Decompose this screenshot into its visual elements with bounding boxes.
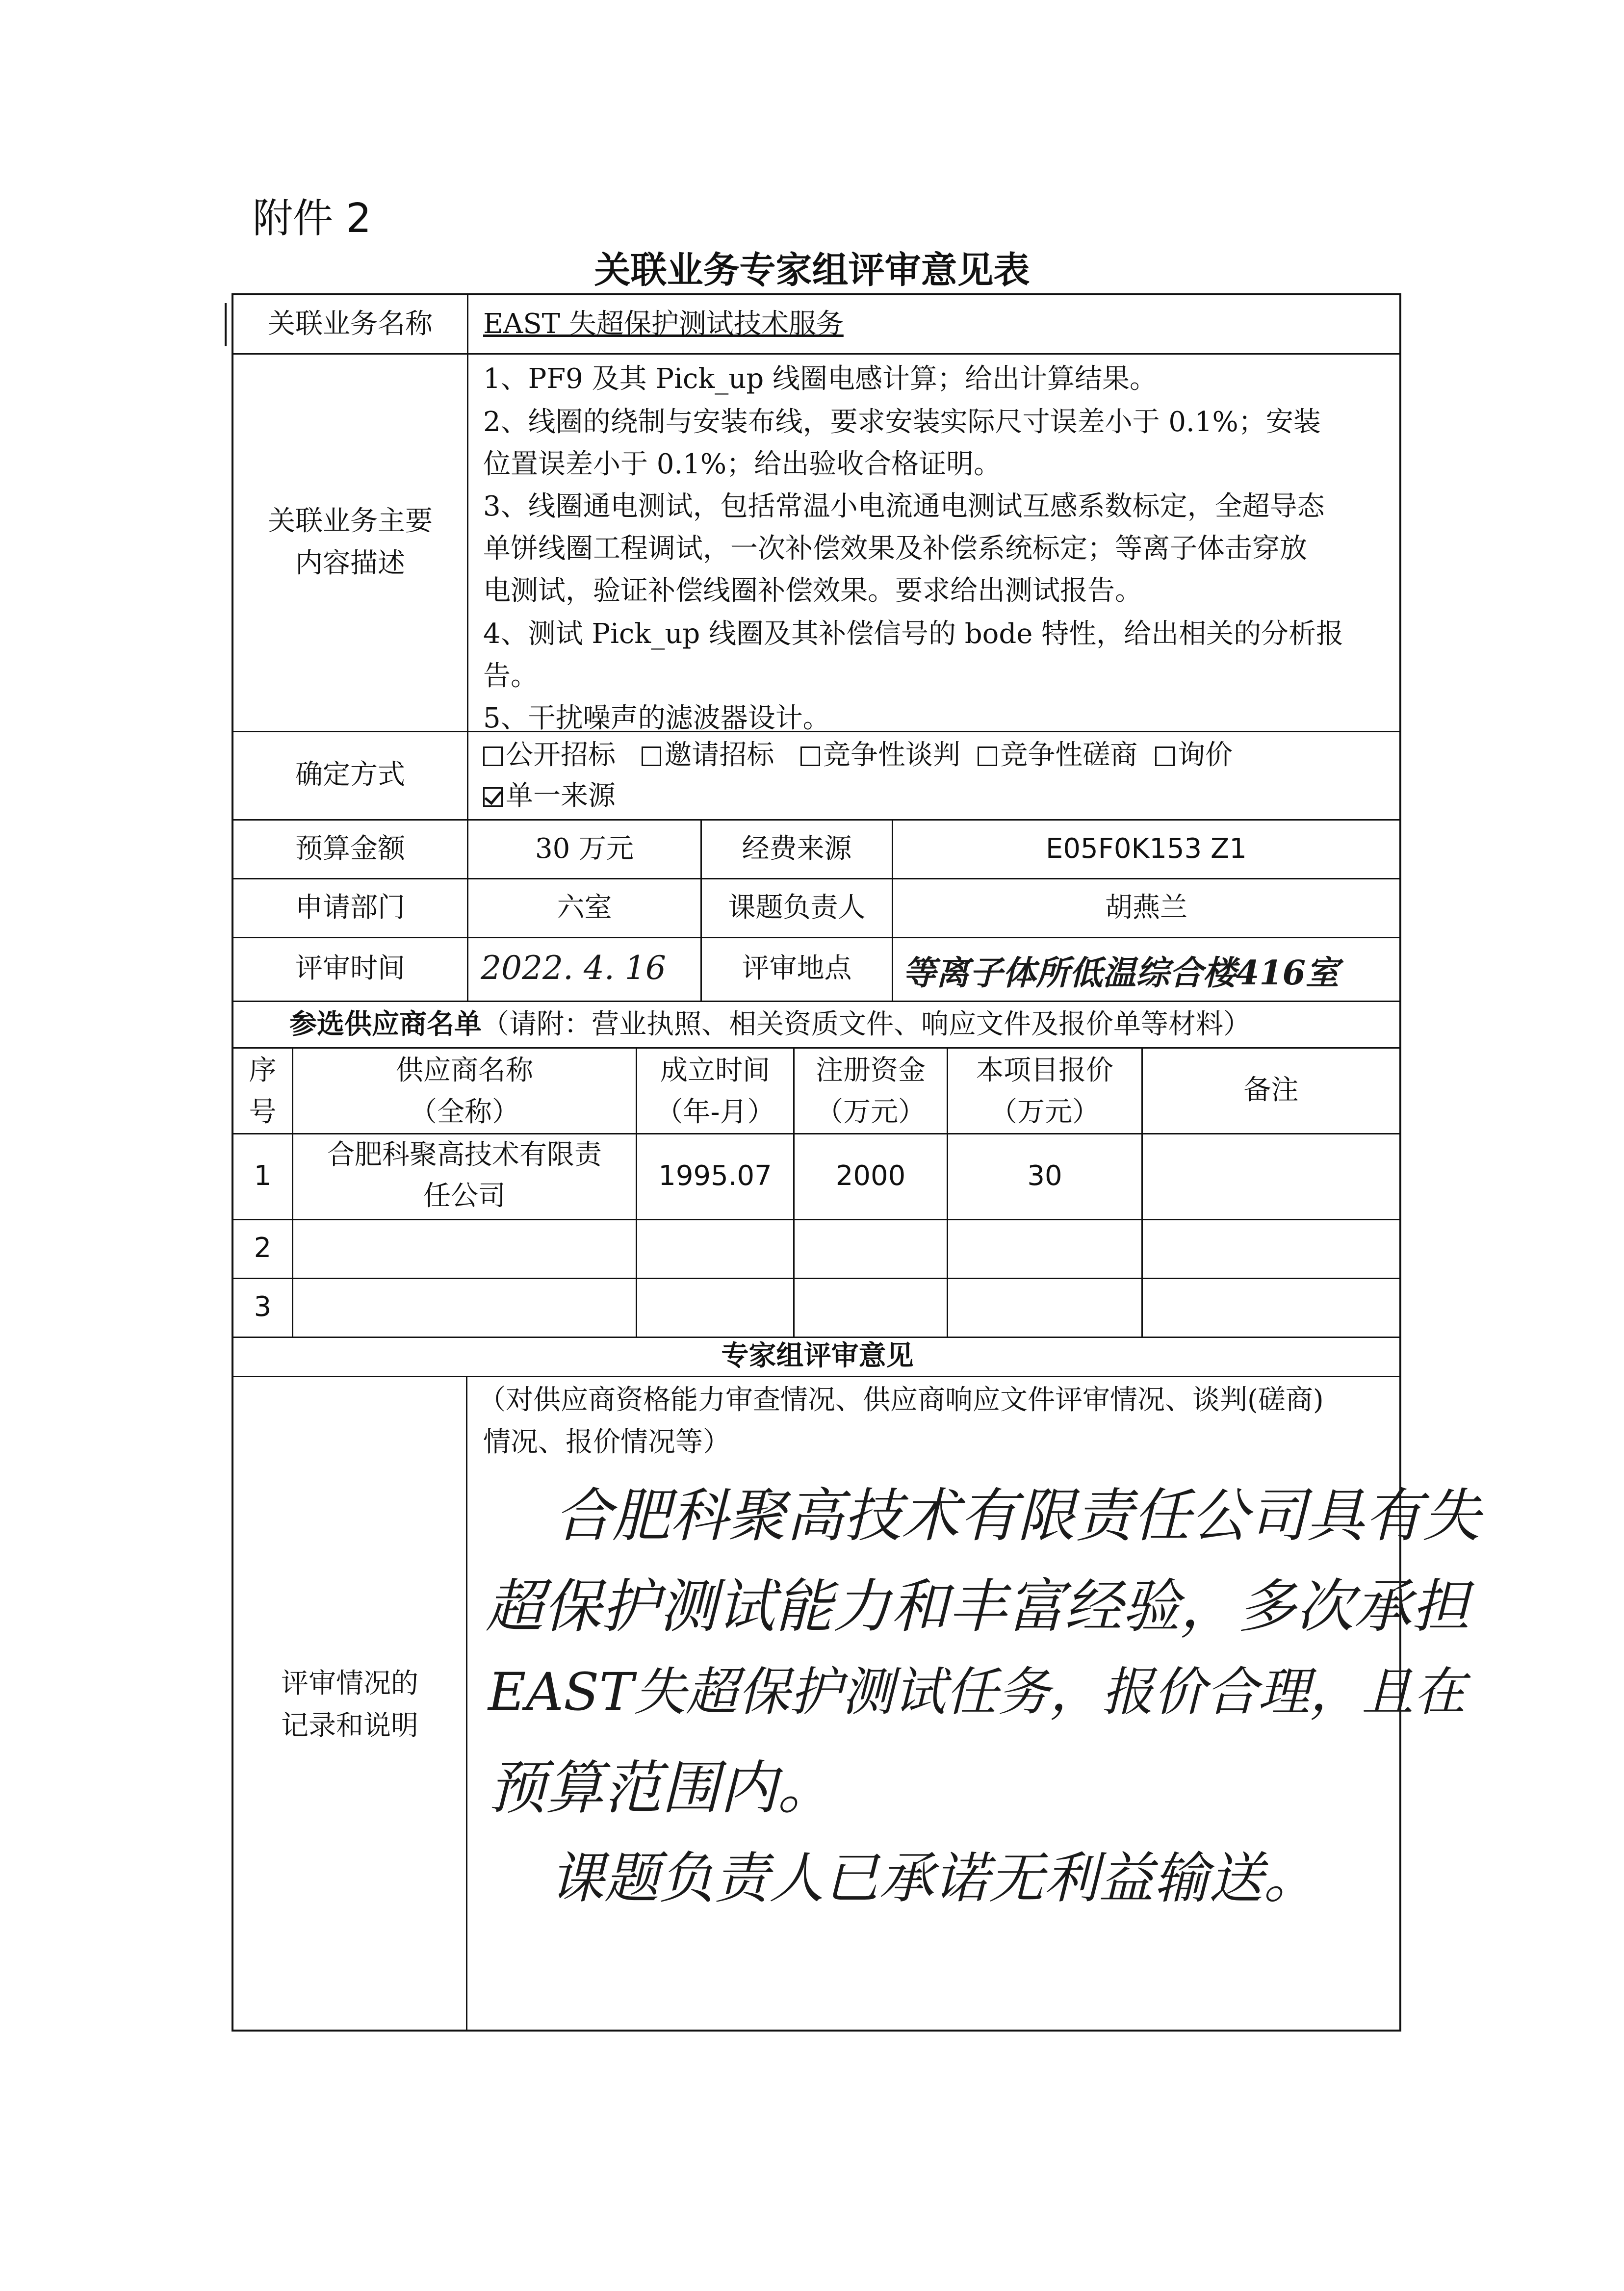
col-header-no: 序 xyxy=(249,1055,277,1086)
description-line: 电测试，验证补偿线圈补偿效果。要求给出测试报告。 xyxy=(483,575,1142,607)
description-line: 告。 xyxy=(483,660,538,692)
margin-mark xyxy=(225,303,227,346)
business-name-value: EAST 失超保护测试技术服务 xyxy=(483,308,844,340)
handwritten-line: EAST失超保护测试任务，报价合理，且在 xyxy=(488,1662,1466,1722)
col-header-capital: 注册资金 xyxy=(816,1055,926,1086)
col-header-no: 号 xyxy=(249,1096,277,1128)
supplier-list-heading: 参选供应商名单（请附：营业执照、相关资质文件、响应文件及报价单等材料） xyxy=(289,1008,1251,1040)
method-option[interactable]: 单一来源 xyxy=(483,775,616,817)
col-header-remark: 备注 xyxy=(1243,1074,1299,1106)
business-name-label: 关联业务名称 xyxy=(268,308,433,340)
handwritten-line: 合肥科聚高技术有限责任公司具有失 xyxy=(554,1482,1481,1549)
handwritten-line: 预算范围内。 xyxy=(488,1754,836,1822)
description-label: 关联业务主要 xyxy=(268,505,433,537)
budget-label: 预算金额 xyxy=(295,833,405,865)
expert-opinion-heading: 专家组评审意见 xyxy=(721,1340,914,1372)
department-value: 六室 xyxy=(557,892,612,924)
supplier-quote: 30 xyxy=(1027,1160,1062,1192)
checkbox-icon xyxy=(1155,747,1175,766)
supplier-capital: 2000 xyxy=(835,1160,906,1192)
table-row-no: 3 xyxy=(254,1291,272,1323)
fund-source-value: E05F0K153 Z1 xyxy=(1046,833,1247,865)
table-row-no: 1 xyxy=(254,1160,272,1192)
method-options xyxy=(483,734,1233,776)
department-label: 申请部门 xyxy=(295,892,405,924)
description-label: 内容描述 xyxy=(295,547,405,579)
budget-value: 30 万元 xyxy=(535,833,634,865)
supplier-name: 任公司 xyxy=(423,1180,506,1212)
col-header-quote: （万元） xyxy=(990,1096,1100,1128)
review-time-label: 评审时间 xyxy=(295,952,405,984)
checkbox-checked-icon xyxy=(483,787,503,807)
description-line: 5、干扰噪声的滤波器设计。 xyxy=(483,702,830,734)
method-label: 确定方式 xyxy=(295,759,405,791)
method-option[interactable]: 邀请招标 xyxy=(642,739,774,771)
handwritten-line: 超保护测试能力和丰富经验，多次承担 xyxy=(486,1572,1470,1640)
review-place-value: 等离子体所低温综合楼416室 xyxy=(902,953,1339,993)
description-line: 4、测试 Pick_up 线圈及其补偿信号的 bode 特性，给出相关的分析报 xyxy=(483,618,1344,650)
description-line: 1、PF9 及其 Pick_up 线圈电感计算；给出计算结果。 xyxy=(483,363,1157,395)
col-header-name: 供应商名称 xyxy=(396,1055,533,1086)
checkbox-icon xyxy=(800,747,820,766)
opinion-hint: （对供应商资格能力审查情况、供应商响应文件评审情况、谈判(磋商) xyxy=(478,1384,1324,1416)
checkbox-icon xyxy=(978,747,997,766)
col-header-date: 成立时间 xyxy=(660,1055,770,1086)
col-header-name: （全称） xyxy=(410,1096,519,1128)
supplier-name: 合肥科聚高技术有限责 xyxy=(327,1139,602,1171)
document-title: 关联业务专家组评审意见表 xyxy=(594,249,1030,291)
annex-label: 附件 2 xyxy=(253,195,372,242)
opinion-hint: 情况、报价情况等） xyxy=(483,1426,730,1458)
review-record-label: 评审情况的 xyxy=(281,1668,418,1699)
col-header-quote: 本项目报价 xyxy=(976,1055,1113,1086)
description-line: 位置误差小于 0.1%；给出验收合格证明。 xyxy=(483,448,1002,480)
fund-source-label: 经费来源 xyxy=(742,833,852,865)
review-place-label: 评审地点 xyxy=(742,952,852,984)
col-header-capital: （万元） xyxy=(816,1096,926,1128)
table-row-no: 2 xyxy=(254,1232,272,1264)
review-time-value: 2022. 4. 16 xyxy=(481,949,666,987)
project-leader-value: 胡燕兰 xyxy=(1105,892,1187,924)
method-option[interactable]: 公开招标 xyxy=(483,739,616,771)
method-option[interactable]: 询价 xyxy=(1155,739,1233,771)
description-line: 3、线圈通电测试，包括常温小电流通电测试互感系数标定，全超导态 xyxy=(483,490,1325,522)
project-leader-label: 课题负责人 xyxy=(728,892,866,924)
description-line: 2、线圈的绕制与安装布线，要求安装实际尺寸误差小于 0.1%；安装 xyxy=(483,406,1321,438)
review-record-label: 记录和说明 xyxy=(281,1710,418,1742)
method-option[interactable]: 竞争性谈判 xyxy=(800,739,960,771)
checkbox-icon xyxy=(642,747,661,766)
supplier-founded: 1995.07 xyxy=(658,1160,772,1192)
handwritten-line: 课题负责人已承诺无利益输送。 xyxy=(549,1847,1318,1910)
col-header-date: （年-月） xyxy=(655,1096,775,1128)
description-line: 单饼线圈工程调试，一次补偿效果及补偿系统标定；等离子体击穿放 xyxy=(483,533,1307,565)
checkbox-icon xyxy=(483,747,503,766)
method-option[interactable]: 竞争性磋商 xyxy=(978,739,1137,771)
